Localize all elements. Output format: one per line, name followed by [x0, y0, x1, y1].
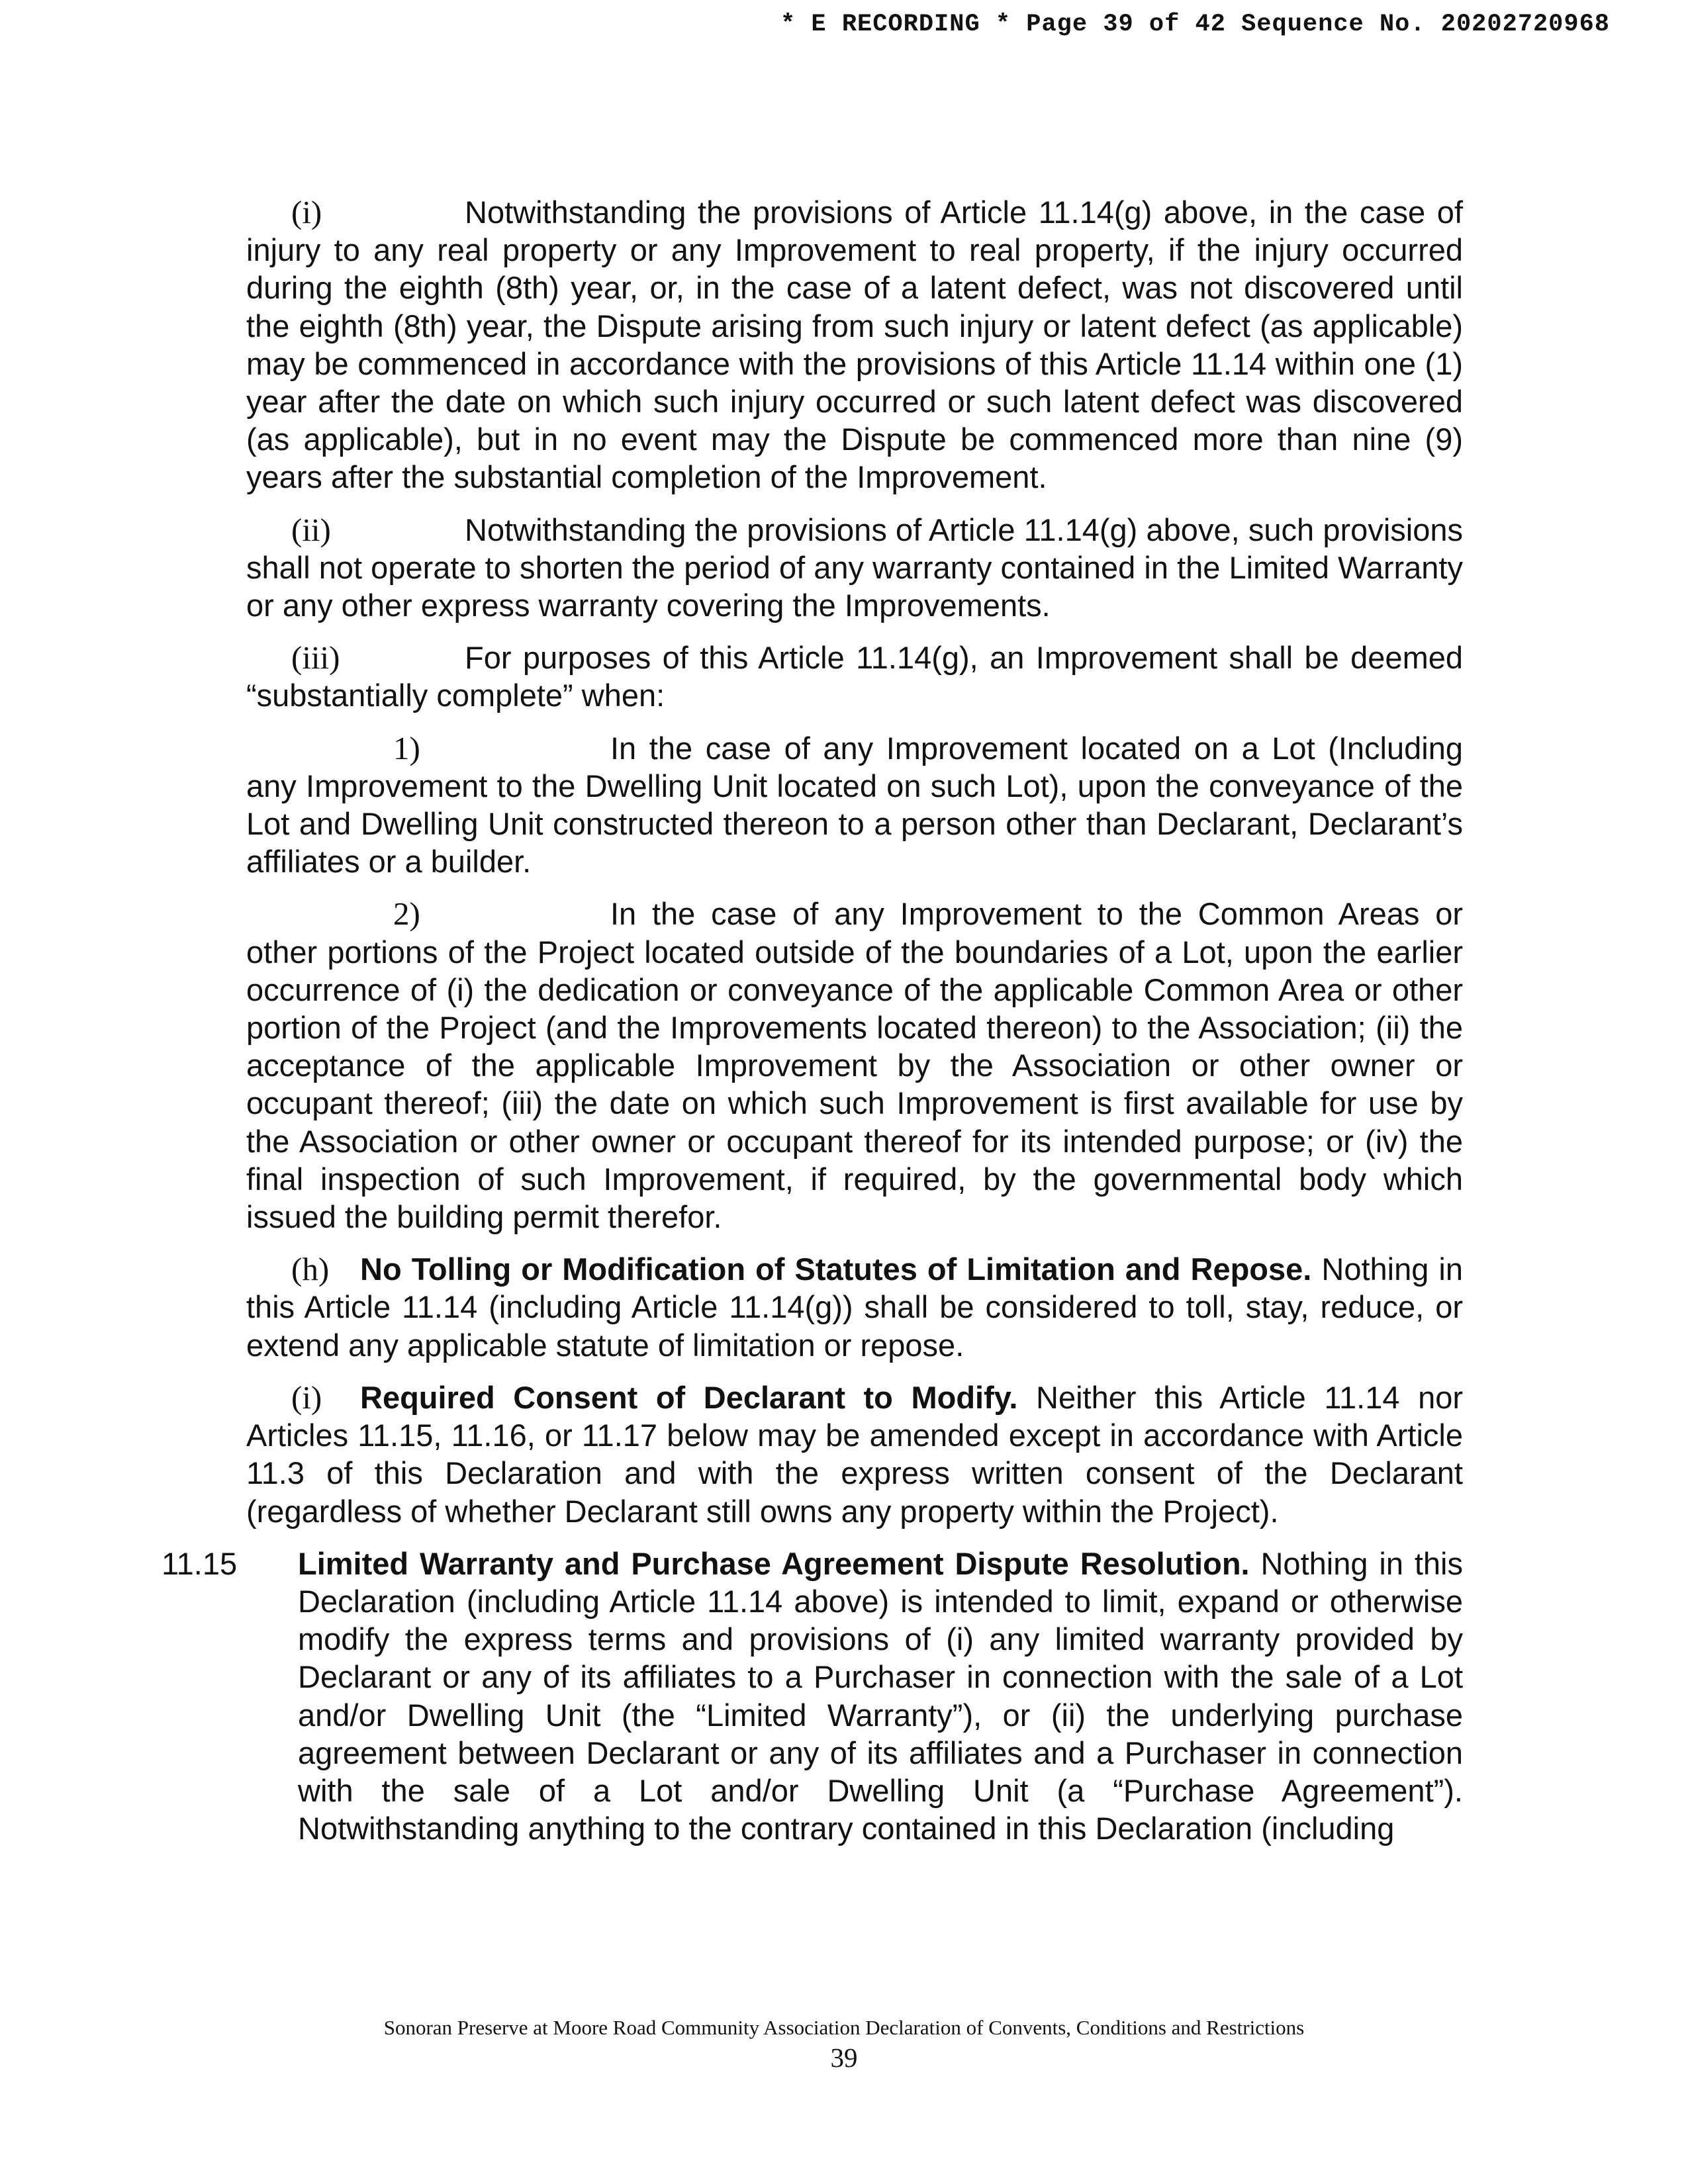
paragraph-g-i [246, 193, 1463, 496]
paragraph-marker: (iii) [291, 639, 340, 676]
paragraph-text: Neither this Article 11.14 nor Articles 11.15, 11.16, or 11.17 below may be amended except in accordance with Article 11.3 of this Declaration and with the express written consent of the Declarant (regardless of whether Declarant still owns any property within the Project). [246, 1379, 1463, 1529]
page-number: 39 [830, 2042, 858, 2073]
section-heading: Limited Warranty and Purchase Agreement Dispute Resolution. [298, 1545, 1250, 1581]
section-paragraph [298, 1545, 1463, 1848]
document-body [162, 193, 1464, 1862]
paragraph-text: Notwithstanding the provisions of Article 11.14(g) above, in the case of injury to any real property or any Improvement to real property, if the injury occurred during the eighth (8th) year, or, in the case of a latent defect, was not discovered until the eighth (8th) year, the Dispute arising from such injury or latent defect (as applicable) may be commenced in accordance with the provisions of this Article 11.14 within one (1) year after the date on which such injury occurred or such latent defect was discovered (as applicable), but in no event may the Dispute be commenced more than nine (9) years after the substantial completion of the Improvement. [246, 195, 1463, 495]
paragraph-marker: (h) [291, 1251, 330, 1288]
paragraph-text: Nothing in this Article 11.14 (including Article 11.14(g)) shall be considered to toll, stay, reduce, or extend any applicable statute of limitation or repose. [246, 1251, 1464, 1363]
paragraph-text: In the case of any Improvement to the Common Areas or other portions of the Project located outside of the boundaries of a Lot, upon the earlier occurrence of (i) the dedication or conveyance of the applicable Common Area or other portion of the Project (and the Improvements located thereon) to the Association; (ii) the acceptance of the applicable Improvement by the Association or other owner or occupant thereof; (iii) the date on which such Improvement is first available for use by the Association or other owner or occupant thereof for its intended purpose; or (iv) the final inspection of such Improvement, if required, by the governmental body which issued the building permit therefor. [246, 896, 1463, 1235]
paragraph-g-iii-1 [246, 729, 1463, 881]
paragraph-i [246, 1379, 1463, 1530]
paragraph-h [246, 1250, 1463, 1364]
paragraph-heading: Required Consent of Declarant to Modify. [360, 1379, 1018, 1415]
footer-document-title: Sonoran Preserve at Moore Road Community Association Declaration of Convents, Conditions and Restrictions [383, 2016, 1305, 2039]
paragraph-heading: No Tolling or Modification of Statutes of Limitation and Repose. [360, 1251, 1312, 1287]
recording-header: * E RECORDING * Page 39 of 42 Sequence No. 20202720968 [780, 11, 1610, 38]
paragraph-marker: (ii) [291, 511, 331, 548]
paragraph-text: In the case of any Improvement located on a Lot (Including any Improvement to the Dwelling Unit located on such Lot), upon the conveyance of the Lot and Dwelling Unit constructed thereon to a person other than Declarant, Declarant’s affiliates or a builder. [246, 730, 1463, 880]
paragraph-g-iii [246, 639, 1463, 714]
paragraph-marker: (i) [291, 194, 322, 230]
paragraph-g-iii-2 [246, 895, 1463, 1236]
paragraph-marker: (i) [291, 1379, 322, 1416]
page-footer [0, 2015, 1688, 2074]
section-text: Nothing in this Declaration (including Article 11.14 above) is intended to limit, expand or otherwise modify the express terms and provisions of (i) any limited warranty provided by Declarant or any of its affiliates to a Purchaser in connection with the sale of a Lot and/or Dwelling Unit (the “Limited Warranty”), or (ii) the underlying purchase agreement between Declarant or any of its affiliates and a Purchaser in connection with the sale of a Lot and/or Dwelling Unit (a “Purchase Agreement”). Notwithstanding anything to the contrary contained in this Declaration (including [298, 1545, 1463, 1846]
paragraph-marker: 2) [393, 895, 420, 933]
paragraph-g-ii [246, 511, 1463, 625]
section-11-15 [162, 1545, 1463, 1848]
section-number: 11.15 [162, 1545, 238, 1581]
paragraph-text: Notwithstanding the provisions of Article 11.14(g) above, such provisions shall not operate to shorten the period of any warranty contained in the Limited Warranty or any other express warranty covering the Improvements. [246, 512, 1463, 623]
paragraph-marker: 1) [393, 729, 420, 766]
paragraph-text: For purposes of this Article 11.14(g), an Improvement shall be deemed “substantially complete” when: [246, 640, 1463, 713]
